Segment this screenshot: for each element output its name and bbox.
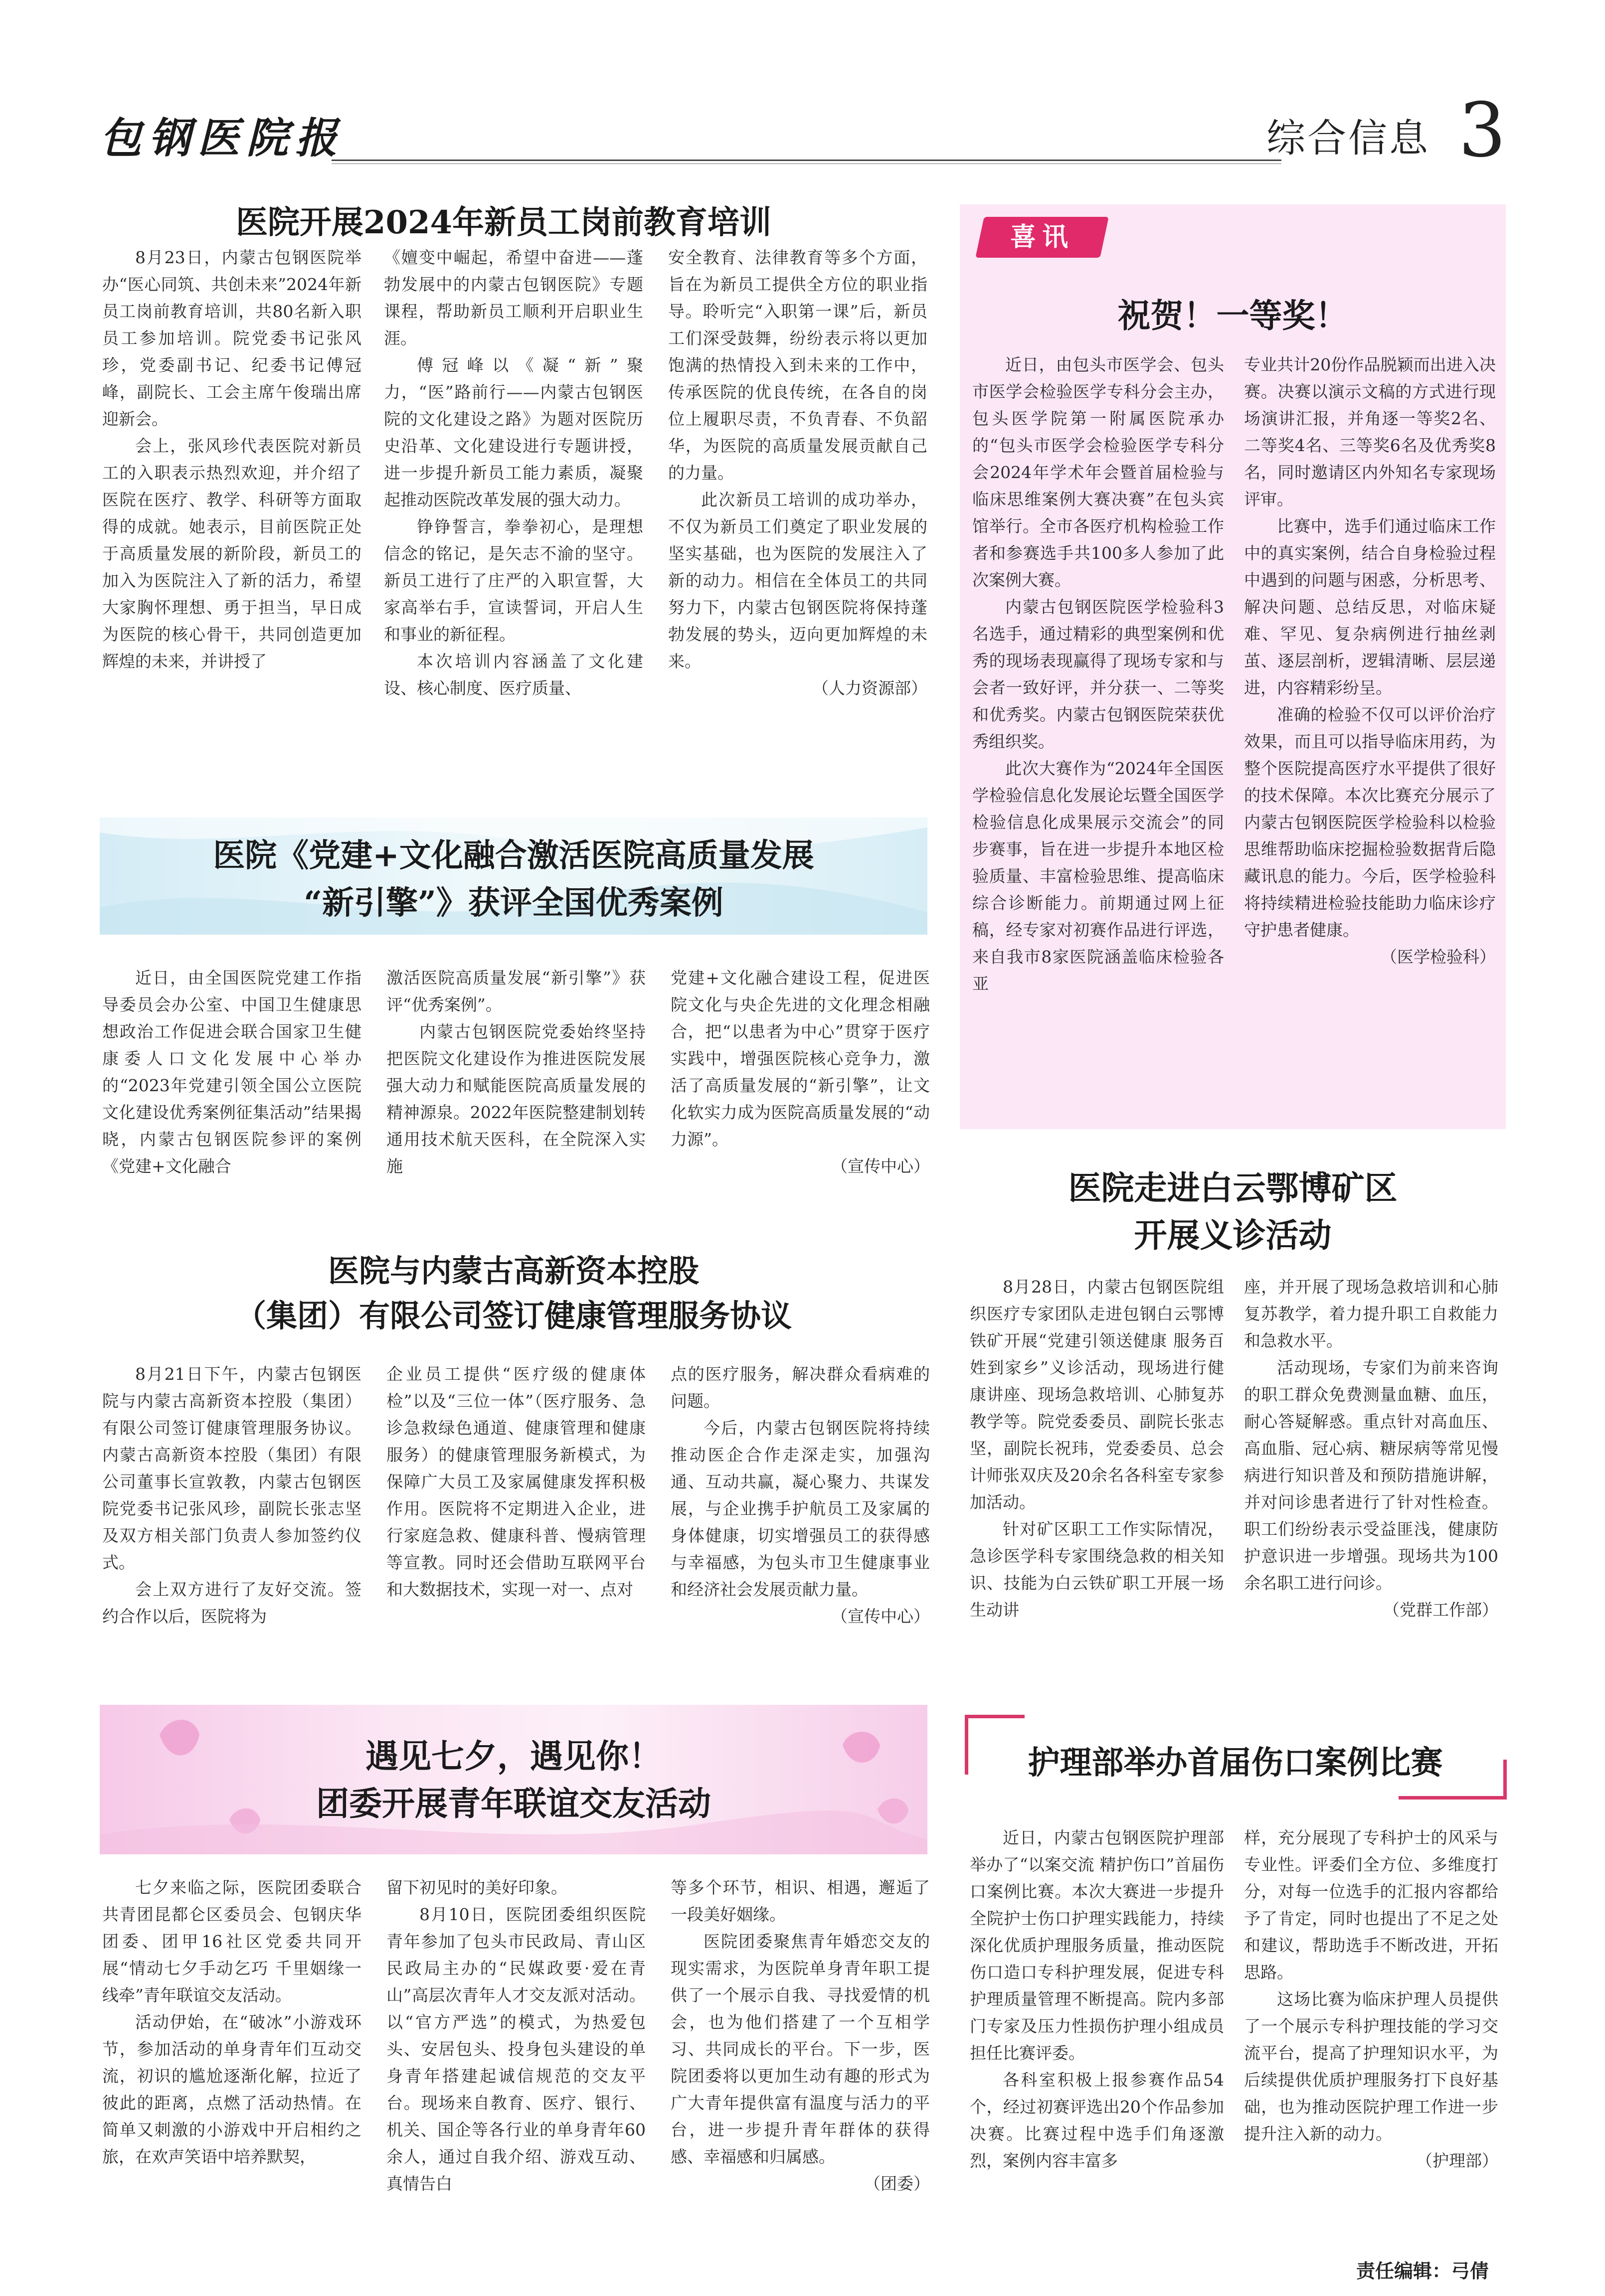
article4-col1 [102,1874,361,2170]
section-name: 综合信息 [1266,116,1430,161]
article7-col2 [1244,1824,1498,2174]
article6-col2 [1244,1274,1498,1624]
article4-col3-p2: 医院团委聚焦青年婚恋交友的现实需求，为医院单身青年职工提供了一个展示自我、寻找爱情的机会，也为他们搭建了一个互相学习、共同成长的平台。下一步，医院团委将以更加生动有趣的形式为广大青年提供富有温度与活力的平台，进一步提升青年群体的获得感、幸福感和归属感。 [671,1932,930,2166]
article5-col1-p1: 近日，由包头市医学会、包头市医学会检验医学专科分会主办，包头医学院第一附属医院承办的“包头市医学会检验医学专科分会2024年学术年会暨首届检验与临床思维案例大赛决赛”在包头宾馆举行。全市各医疗机构检验工作者和参赛选手共100多人参加了此次案例大赛。 [972,355,1224,590]
masthead-rule [332,160,1281,161]
article6-source: （党群工作部） [1383,1600,1498,1620]
article2-title-line1: 医院《党建+文化融合激活医院高质量发展 [213,837,814,874]
article4-col3-p1: 等多个环节，相识、相遇，邂逅了一段美好姻缘。 [671,1878,930,1924]
article4-col1-p2: 活动伊始，在“破冰”小游戏环节，参加活动的单身青年们互动交流，初识的尴尬逐渐化解，拉近了彼此的距离，点燃了活动热情。在简单又刺激的小游戏中开启相约之旅，在欢声笑语中培养默契， [102,2012,361,2166]
article5-col2-p1: 专业共计20份作品脱颖而出进入决赛。决赛以演示文稿的方式进行现场演讲汇报，并角逐一等奖2名、二等奖4名、三等奖6名及优秀奖8名，同时邀请区内外知名专家现场评审。 [1244,355,1496,509]
article7-col1-p2: 各科室积极上报参赛作品54个，经过初赛评选出20个作品参加决赛。比赛过程中选手们角逐激烈，案例内容丰富多 [970,2070,1224,2170]
article5-source: （医学检验科） [1381,947,1496,967]
article6-col2-p1: 座，并开展了现场急救培训和心肺复苏教学，着力提升职工自救能力和急救水平。 [1244,1277,1498,1350]
article6-col1-p1: 8月28日，内蒙古包钢医院组织医疗专家团队走进包钢白云鄂博铁矿开展“党建引领送健康 服务百姓到家乡”义诊活动，现场进行健康讲座、现场急救培训、心肺复苏教学等。院党委委员、副院长张志坚，副院长祝玮，党委委员、总会计师张双庆及20余名各科室专家参加活动。 [970,1277,1224,1512]
article2-title-line2: “新引擎”》获评全国优秀案例 [304,884,723,922]
article6-title-line2: 开展义诊活动 [1134,1216,1332,1255]
title-bracket-right-horizontal [1399,1796,1507,1800]
article1-col2 [384,244,643,702]
article1-col3-p2: 此次新员工培训的成功举办，不仅为新员工们奠定了职业发展的坚实基础，也为医院的发展注入了新的动力。相信在全体员工的共同努力下，内蒙古包钢医院将保持蓬勃发展的势头，迈向更加辉煌的未来。 [668,490,927,671]
article3-title-line2: （集团）有限公司签订健康管理服务协议 [235,1298,792,1334]
article7-source: （护理部） [1416,2151,1498,2170]
article1-col3 [668,244,927,702]
article4-col3 [671,1874,930,2197]
title-bracket-left-horizontal [965,1715,1025,1718]
article1-col1-p2: 会上，张风珍代表医院对新员工的入职表示热烈欢迎，并介绍了医院在医疗、教学、科研等方面取得的成就。她表示，目前医院正处于高质量发展的新阶段，新员工的加入为医院注入了新的活力，希望大家胸怀理想、勇于担当，早日成为医院的核心骨干，共同创造更加辉煌的未来，并讲授了 [102,436,361,671]
article5-col1 [972,351,1224,997]
article3-col2-p1: 企业员工提供“医疗级的健康体检”以及“三位一体”（医疗服务、急诊急救绿色通道、健康管理和健康服务）的健康管理服务新模式，为保障广大员工及家属健康发挥积极作用。医院将不定期进入企业，进行家庭急救、健康科普、慢病管理等宣教。同时还会借助互联网平台和大数据技术，实现一对一、点对 [386,1364,646,1599]
article5-title: 祝贺！一等奖！ [1117,296,1348,335]
article2-col1 [102,965,361,1180]
article1-source: （人力资源部） [812,678,927,698]
article1-col2-p4: 本次培训内容涵盖了文化建设、核心制度、医疗质量、 [384,652,643,698]
article1-col3-p1: 安全教育、法律教育等多个方面，旨在为新员工提供全方位的职业指导。聆听完“入职第一课”后，新员工们深受鼓舞，纷纷表示将以更加饱满的热情投入到未来的工作中，传承医院的优良传统，在各自的岗位上履职尽责，不负青春、不负韶华，为医院的高质量发展贡献自己的力量。 [668,248,927,483]
article5-col1-p2: 内蒙古包钢医院医学检验科3名选手，通过精彩的典型案例和优秀的现场表现赢得了现场专家和与会者一致好评，并分获一、二等奖和优秀奖。内蒙古包钢医院荣获优秀组织奖。 [972,597,1224,751]
article3-col2 [386,1361,646,1603]
article2-col3 [671,965,930,1180]
article1-col2-p3: 铮铮誓言，拳拳初心，是理想信念的铭记，是矢志不渝的坚守。新员工进行了庄严的入职宣誓，大家高举右手，宣读誓词，开启人生和事业的新征程。 [384,517,643,644]
article7-col1 [970,1824,1224,2174]
article1-col1-p1: 8月23日，内蒙古包钢医院举办“医心同筑、共创未来”2024年新员工岗前教育培训，共80名新入职员工参加培训。院党委书记张风珍，党委副书记、纪委书记傅冠峰，副院长、工会主席午俊瑞出席迎新会。 [102,248,361,429]
article5-col2 [1244,351,1496,971]
article1-col2-p2: 傅冠峰以《凝“新”聚力，“医”路前行——内蒙古包钢医院的文化建设之路》为题对医院历史沿革、文化建设进行专题讲授，进一步提升新员工能力素质，凝聚起推动医院改革发展的强大动力。 [384,355,643,509]
article4-title-line1: 遇见七夕，遇见你！ [365,1737,662,1776]
news-tag: 喜讯 [1010,222,1074,252]
article6-col1-p2: 针对矿区职工工作实际情况，急诊医学科专家围绕急救的相关知识、技能为白云铁矿职工开展一场生动讲 [970,1519,1224,1620]
article5-col1-p3: 此次大赛作为“2024年全国医学检验信息化发展论坛暨全国医学检验信息化成果展示交流会”的同步赛事，旨在进一步提升本地区检验质量、丰富检验思维、提高临床综合诊断能力。前期通过网上征稿，经专家对初赛作品进行评选，来自我市8家医院涵盖临床检验各亚 [972,759,1224,993]
article4-col2 [386,1874,646,2197]
article3-col1 [102,1361,361,1630]
article2-col2 [386,965,646,1180]
article7-col1-p1: 近日，内蒙古包钢医院护理部举办了“以案交流 精护伤口”首届伤口案例比赛。本次大赛进一步提升全院护士伤口护理实践能力，持续深化优质护理服务质量，推动医院伤口造口专科护理发展，促进专科护理质量管理不断提高。院内多部门专家及压力性损伤护理小组成员担任比赛评委。 [970,1828,1224,2063]
article2-col2-p1: 激活医院高质量发展“新引擎”》获评“优秀案例”。 [386,968,646,1014]
article5-col2-p3: 准确的检验不仅可以评价治疗效果，而且可以指导临床用药，为整个医院提高医疗水平提供了很好的技术保障。本次比赛充分展示了内蒙古包钢医院医学检验科以检验思维帮助临床挖掘检验数据背后隐藏讯息的能力。今后，医学检验科将持续精进检验技能助力临床诊疗守护患者健康。 [1244,705,1496,940]
article7-title: 护理部举办首届伤口案例比赛 [1028,1744,1443,1782]
article3-col3-p2: 今后，内蒙古包钢医院将持续推动医企合作走深走实，加强沟通、互动共赢，凝心聚力、共谋发展，与企业携手护航员工及家属的身体健康，切实增强员工的获得感与幸福感，为包头市卫生健康事业和经济社会发展贡献力量。 [671,1418,930,1599]
article6-title-line1: 医院走进白云鄂博矿区 [1068,1168,1398,1207]
article3-col3-p1: 点的医疗服务，解决群众看病难的问题。 [671,1364,930,1411]
article3-title-line1: 医院与内蒙古高新资本控股 [328,1253,699,1289]
article2-source: （宣传中心） [831,1156,930,1176]
article2-col2-p2: 内蒙古包钢医院党委始终坚持把医院文化建设作为推进医院发展强大动力和赋能医院高质量发展的精神源泉。2022年医院整建制划转通用技术航天医科，在全院深入实施 [386,1022,646,1176]
article1-col2-p1: 《嬗变中崛起，希望中奋进——蓬勃发展中的内蒙古包钢医院》专题课程，帮助新员工顺利开启职业生涯。 [384,248,643,348]
article4-col1-p1: 七夕来临之际，医院团委联合共青团昆都仑区委员会、包钢庆华团委、团甲16社区党委共同开展“情动七夕手动乞巧 千里姻缘一线牵”青年联谊交友活动。 [102,1878,361,2005]
article7-col2-p2: 这场比赛为临床护理人员提供了一个展示专科护理技能的学习交流平台，提高了护理知识水平，为后续提供优质护理服务打下良好基础，也为推动医院护理工作进一步提升注入新的动力。 [1244,1989,1498,2143]
paper-name: 包钢医院报 [100,113,345,163]
editor-credit: 责任编辑：弓倩 [1356,2260,1489,2282]
article6-col1 [970,1274,1224,1624]
page-number: 3 [1458,87,1506,174]
article1-col1 [102,244,361,675]
article1-title: 医院开展2024年新员工岗前教育培训 [235,204,772,241]
article4-source: （团委） [864,2174,930,2193]
article3-col1-p2: 会上双方进行了友好交流。签约合作以后，医院将为 [102,1580,361,1626]
article3-col1-p1: 8月21日下午，内蒙古包钢医院与内蒙古高新资本控股（集团）有限公司签订健康管理服务协议。内蒙古高新资本控股（集团）有限公司董事长宣敦教，内蒙古包钢医院党委书记张风珍，副院长张志坚及双方相关部门负责人参加签约仪式。 [102,1364,361,1572]
article3-col3 [671,1361,930,1630]
article6-col2-p2: 活动现场，专家们为前来咨询的职工群众免费测量血糖、血压，耐心答疑解惑。重点针对高血压、高血脂、冠心病、糖尿病等常见慢病进行知识普及和预防措施讲解，并对问诊患者进行了针对性检查。职工们纷纷表示受益匪浅，健康防护意识进一步增强。现场共为100余名职工进行问诊。 [1244,1358,1498,1593]
article4-col2-p2: 8月10日，医院团委组织医院青年参加了包头市民政局、青山区民政局主办的“民媒政要·爱在青山”高层次青年人才交友派对活动。以“官方严选”的模式，为热爱包头、安居包头、投身包头建设的单身青年搭建起诚信规范的交友平台。现场来自教育、医疗、银行、机关、国企等各行业的单身青年60余人，通过自我介绍、游戏互动、真情告白 [386,1905,646,2193]
article4-title-line2: 团委开展青年联谊交友活动 [316,1784,711,1823]
article2-col3-p1: 党建+文化融合建设工程，促进医院文化与央企先进的文化理念相融合，把“以患者为中心”贯穿于医疗实践中，增强医院核心竞争力，激活了高质量发展的“新引擎”，让文化软实力成为医院高质量发展的“动力源”。 [671,968,930,1149]
article2-col1-p1: 近日，由全国医院党建工作指导委员会办公室、中国卫生健康思想政治工作促进会联合国家卫生健康委人口文化发展中心举办的“2023年党建引领全国公立医院文化建设优秀案例征集活动”结果揭晓，内蒙古包钢医院参评的案例《党建+文化融合 [102,968,361,1176]
article4-col2-p1: 留下初见时的美好印象。 [386,1878,567,1897]
article7-col2-p1: 样，充分展现了专科护士的风采与专业性。评委们全方位、多维度打分，对每一位选手的汇报内容都给予了肯定，同时也提出了不足之处和建议，帮助选手不断改进，开拓思路。 [1244,1828,1498,1982]
article5-col2-p2: 比赛中，选手们通过临床工作中的真实案例，结合自身检验过程中遇到的问题与困惑，分析思考、解决问题、总结反思，对临床疑难、罕见、复杂病例进行抽丝剥茧、逐层剖析，逻辑清晰、层层递进，内容精彩纷呈。 [1244,516,1496,697]
article3-source: （宣传中心） [831,1607,930,1626]
